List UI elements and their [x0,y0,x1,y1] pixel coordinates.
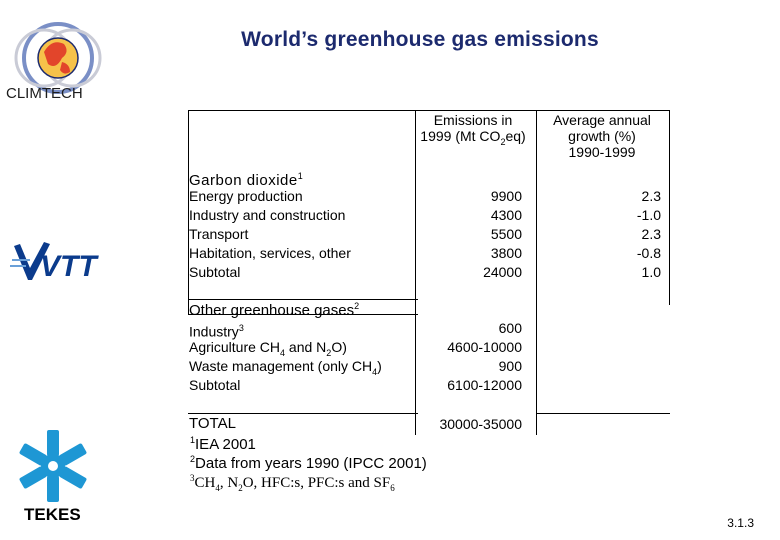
row-label: Habitation, services, other [189,245,351,261]
cell-emissions: 24000 [483,264,522,280]
table-border-far-right [669,110,670,305]
table-row-divider [536,413,670,414]
table-row-divider [188,413,418,414]
vtt-label: VTT [40,250,97,283]
row-label: Subtotal [189,377,241,393]
cell-growth: 2.3 [641,188,661,204]
tekes-label: TEKES [24,505,81,524]
cell-emissions: 4600-10000 [447,339,522,355]
col-header-growth: Average annual growth (%) 1990-1999 [553,112,651,160]
row-label: Energy production [189,188,303,204]
row-label-waste: Waste management (only $CH_4$) [189,358,382,377]
cell-emissions: 4300 [490,207,522,223]
row-label-agriculture: Agriculture $CH_4$ and $N_2O$) [189,339,347,358]
cell-growth: 2.3 [641,226,661,242]
cell-growth: -0.8 [636,245,661,261]
vtt-logo [10,240,105,284]
cell-emissions: 600 [498,320,522,336]
cell-growth: 1.0 [641,264,661,280]
section-co2-heading: Garbon dioxide$^1$ [189,171,304,189]
footnote-3: $^3CH_4$, $N_2O$, HFC:s, PFC:s and $SF_6$ [190,473,395,493]
cell-emissions: 6100-12000 [447,377,522,393]
row-label: Transport [189,226,249,242]
page-title: World’s greenhouse gas emissions [241,28,599,51]
row-label: Industry and construction [189,207,346,223]
footnote-1: $^1$IEA 2001 [190,435,256,453]
row-label: Subtotal [189,264,241,280]
climtech-label: CLIMTECH [6,85,83,102]
cell-emissions: 5500 [490,226,522,242]
tekes-logo [18,430,88,502]
cell-emissions: 3800 [490,245,522,261]
cell-emissions: 900 [498,358,522,374]
section-other-heading: Other greenhouse gases$^2$ [189,301,360,319]
slide-number: 3.1.3 [727,516,754,530]
table-border-top [188,110,670,111]
cell-emissions: 9900 [490,188,522,204]
cell-growth: -1.0 [636,207,661,223]
row-label-industry: Industry$^3$ [189,323,244,340]
col-header-emissions: Emissions in 1999 (Mt $CO_2eq$) [420,112,526,147]
footnote-2: $^2$Data from years 1990 (IPCC 2001) [190,454,427,472]
table-border-mid [415,110,416,435]
cell-emissions-total: 30000-35000 [439,416,522,432]
row-label-total: TOTAL [189,415,236,432]
emissions-table [185,110,670,435]
